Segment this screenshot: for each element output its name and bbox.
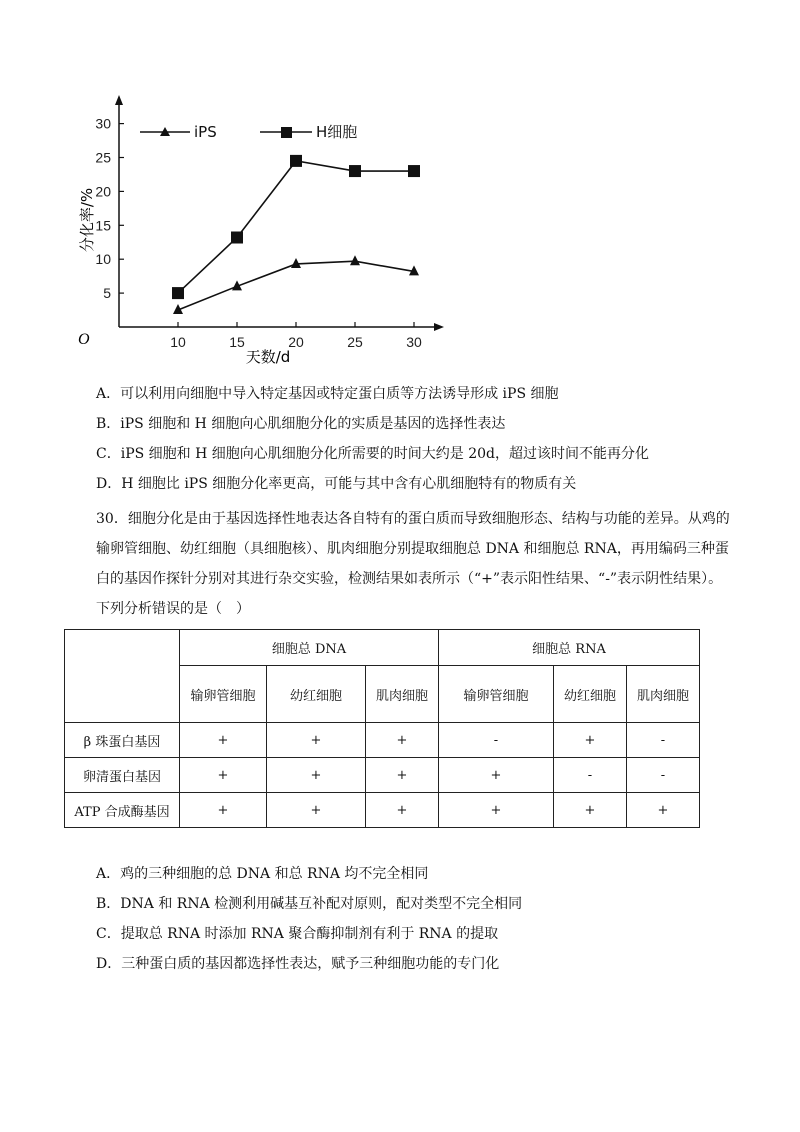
cell: + [366, 758, 439, 793]
row-gene: ATP 合成酶基因 [65, 793, 180, 828]
cell: + [267, 723, 366, 758]
cell: - [627, 723, 700, 758]
cell: - [439, 723, 554, 758]
y-tick-label: 30 [95, 115, 111, 132]
y-tick-label: 20 [95, 183, 111, 200]
point-h-square [172, 287, 184, 299]
point-h-square [408, 165, 420, 177]
x-axis-label: 天数/d [245, 348, 291, 366]
x-axis-arrow [434, 323, 444, 331]
y-tick-label: 10 [95, 251, 111, 268]
y-tick-label: 5 [103, 285, 111, 302]
option-c-2: C．提取总 RNA 时添加 RNA 聚合酶抑制剂有利于 RNA 的提取 [96, 926, 499, 942]
cell: - [627, 758, 700, 793]
x-tick-label: 10 [170, 334, 186, 350]
option-c-1: C．iPS 细胞和 H 细胞向心肌细胞分化所需要的时间大约是 20d，超过该时间不能再分化 [96, 446, 649, 462]
series-h-line [178, 161, 414, 293]
cell: + [439, 793, 554, 828]
cell: + [627, 793, 700, 828]
point-h-square [349, 165, 361, 177]
x-tick-label: 15 [229, 334, 245, 350]
option-b-1: B．iPS 细胞和 H 细胞向心肌细胞分化的实质是基因的选择性表达 [96, 416, 506, 432]
header-dna-muscle: 肌肉细胞 [366, 666, 439, 723]
header-dna-oviduct: 输卵管细胞 [180, 666, 267, 723]
series-ips-line [178, 261, 414, 310]
header-rna-muscle: 肌肉细胞 [627, 666, 700, 723]
option-a-2: A．鸡的三种细胞的总 DNA 和总 RNA 均不完全相同 [96, 866, 429, 882]
header-dna-erythroblast: 幼红细胞 [267, 666, 366, 723]
row-gene: 卵清蛋白基因 [65, 758, 180, 793]
y-axis-arrow [115, 95, 123, 105]
point-ips-triangle [350, 255, 360, 265]
cell: + [366, 723, 439, 758]
differentiation-rate-chart [60, 90, 460, 380]
cell: + [267, 758, 366, 793]
hybridization-table [64, 629, 700, 828]
header-rna: 细胞总 RNA [439, 630, 700, 666]
option-d-1: D．H 细胞比 iPS 细胞分化率更高，可能与其中含有心肌细胞特有的物质有关 [96, 476, 577, 492]
cell: + [180, 723, 267, 758]
legend-h-label: H细胞 [316, 123, 358, 141]
cell: + [267, 793, 366, 828]
table-row [65, 758, 700, 793]
header-rna-erythroblast: 幼红细胞 [554, 666, 627, 723]
cell: + [180, 793, 267, 828]
question-30: 30．细胞分化是由于基因选择性地表达各自特有的蛋白质而导致细胞形态、结构与功能的差异。从鸡的输卵管细胞、幼红细胞（具细胞核）、肌肉细胞分别提取细胞总 DNA 和细胞总 RNA，再用编码三种蛋白的基因作探针分别对其进行杂交实验，检测结果如表所示（“+”表示阳性结果、“-”表示阴性结果）。下列分析错误的是（ ） [96, 511, 730, 617]
cell: - [554, 758, 627, 793]
table-row [65, 723, 700, 758]
cell: + [439, 758, 554, 793]
point-h-square [290, 155, 302, 167]
legend-ips-label: iPS [194, 123, 217, 141]
x-tick-label: 25 [347, 334, 363, 350]
x-tick-label: 30 [406, 334, 422, 350]
table-corner [65, 630, 180, 723]
origin-label: O [78, 331, 90, 348]
y-tick-label: 15 [95, 217, 111, 234]
cell: + [554, 723, 627, 758]
option-d-2: D．三种蛋白质的基因都选择性表达，赋予三种细胞功能的专门化 [96, 956, 500, 972]
x-tick-label: 20 [288, 334, 304, 350]
option-b-2: B．DNA 和 RNA 检测利用碱基互补配对原则，配对类型不完全相同 [96, 896, 523, 912]
point-h-square [231, 232, 243, 244]
option-a-1: A．可以利用向细胞中导入特定基因或特定蛋白质等方法诱导形成 iPS 细胞 [96, 386, 559, 402]
y-tick-label: 25 [95, 149, 111, 166]
header-rna-oviduct: 输卵管细胞 [439, 666, 554, 723]
cell: + [554, 793, 627, 828]
row-gene: β 珠蛋白基因 [65, 723, 180, 758]
header-dna: 细胞总 DNA [180, 630, 439, 666]
legend-h-marker [281, 127, 292, 138]
table-row [65, 793, 700, 828]
cell: + [180, 758, 267, 793]
cell: + [366, 793, 439, 828]
point-ips-triangle [291, 258, 301, 268]
y-axis-label: 分化率/% [78, 187, 96, 253]
